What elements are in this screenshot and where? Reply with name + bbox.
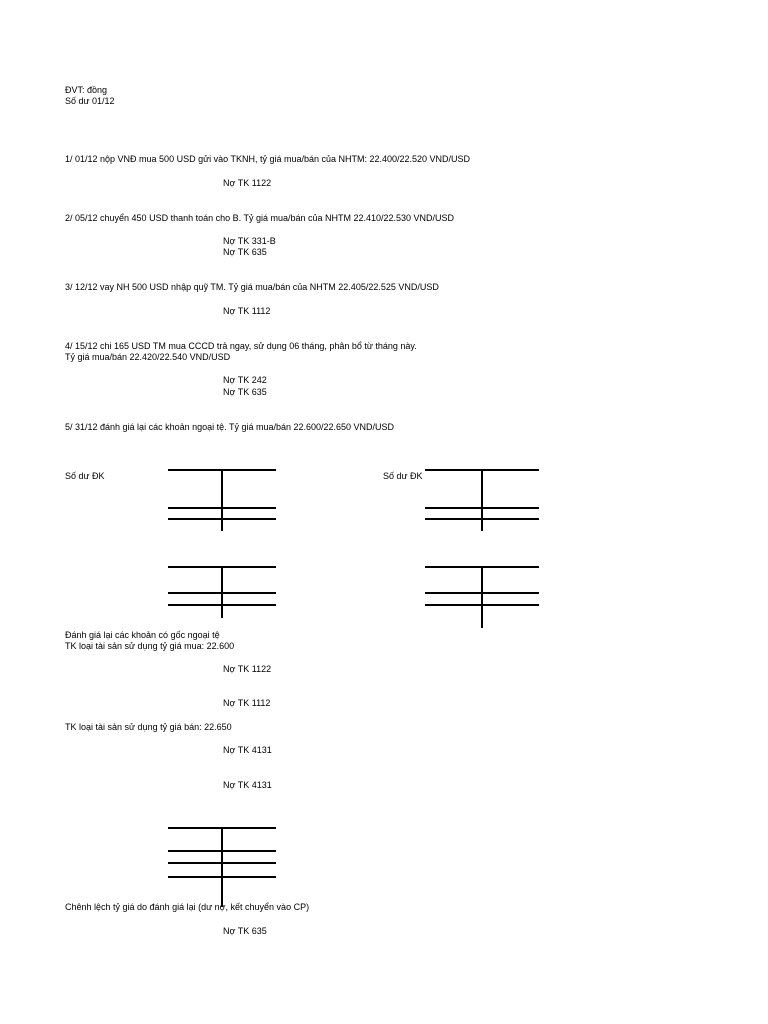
entry-4-debit-1: Nợ TK 242 <box>223 375 267 385</box>
unit-label: ĐVT: đồng <box>65 85 108 95</box>
t-account-right-label: Số dư ĐK <box>383 471 423 481</box>
transaction-1: 1/ 01/12 nộp VNĐ mua 500 USD gửi vào TKNH, tỷ giá mua/bán của NHTM: 22.400/22.520 VND/USD <box>65 154 471 164</box>
transaction-4: 4/ 15/12 chi 165 USD TM mua CCCD trả ngay, sử dụng 06 tháng, phân bổ từ tháng này. <box>65 341 417 351</box>
t-account-left-label: Số dư ĐK <box>65 471 105 481</box>
transaction-2: 2/ 05/12 chuyển 450 USD thanh toán cho B. Tỷ giá mua/bán của NHTM 22.410/22.530 VND/USD <box>65 213 455 223</box>
revaluation-entry-4131-b: Nợ TK 4131 <box>223 780 272 790</box>
entry-4-debit-2: Nợ TK 635 <box>223 387 267 397</box>
transaction-5: 5/ 31/12 đánh giá lại các khoản ngoại tệ. Tỷ giá mua/bán 22.600/22.650 VND/USD <box>65 422 395 432</box>
entry-3-debit: Nợ TK 1112 <box>223 306 271 316</box>
transaction-3: 3/ 12/12 vay NH 500 USD nhập quỹ TM. Tỷ giá mua/bán của NHTM 22.405/22.525 VND/USD <box>65 282 439 292</box>
revaluation-title: Đánh giá lại các khoản có gốc ngoại tệ <box>65 630 220 640</box>
opening-balance-label: Số dư 01/12 <box>65 96 115 106</box>
revaluation-entry-1112: Nợ TK 1112 <box>223 698 271 708</box>
transaction-4-rate: Tỷ giá mua/bán 22.420/22.540 VND/USD <box>65 352 231 362</box>
difference-entry-635: Nợ TK 635 <box>223 926 267 936</box>
revaluation-entry-4131-a: Nợ TK 4131 <box>223 745 272 755</box>
asset-rate-rule: TK loại tài sản sử dụng tỷ giá mua: 22.600 <box>65 641 235 651</box>
entry-1-debit: Nợ TK 1122 <box>223 178 272 188</box>
liability-rate-rule: TK loại tài sản sử dụng tỷ giá bán: 22.650 <box>65 722 232 732</box>
revaluation-entry-1122: Nợ TK 1122 <box>223 664 272 674</box>
entry-2-debit-1: Nợ TK 331-B <box>223 236 276 246</box>
entry-2-debit-2: Nợ TK 635 <box>223 247 267 257</box>
exchange-difference-text: Chênh lệch tỷ giá do đánh giá lại (dư nợ, kết chuyển vào CP) <box>65 902 310 912</box>
